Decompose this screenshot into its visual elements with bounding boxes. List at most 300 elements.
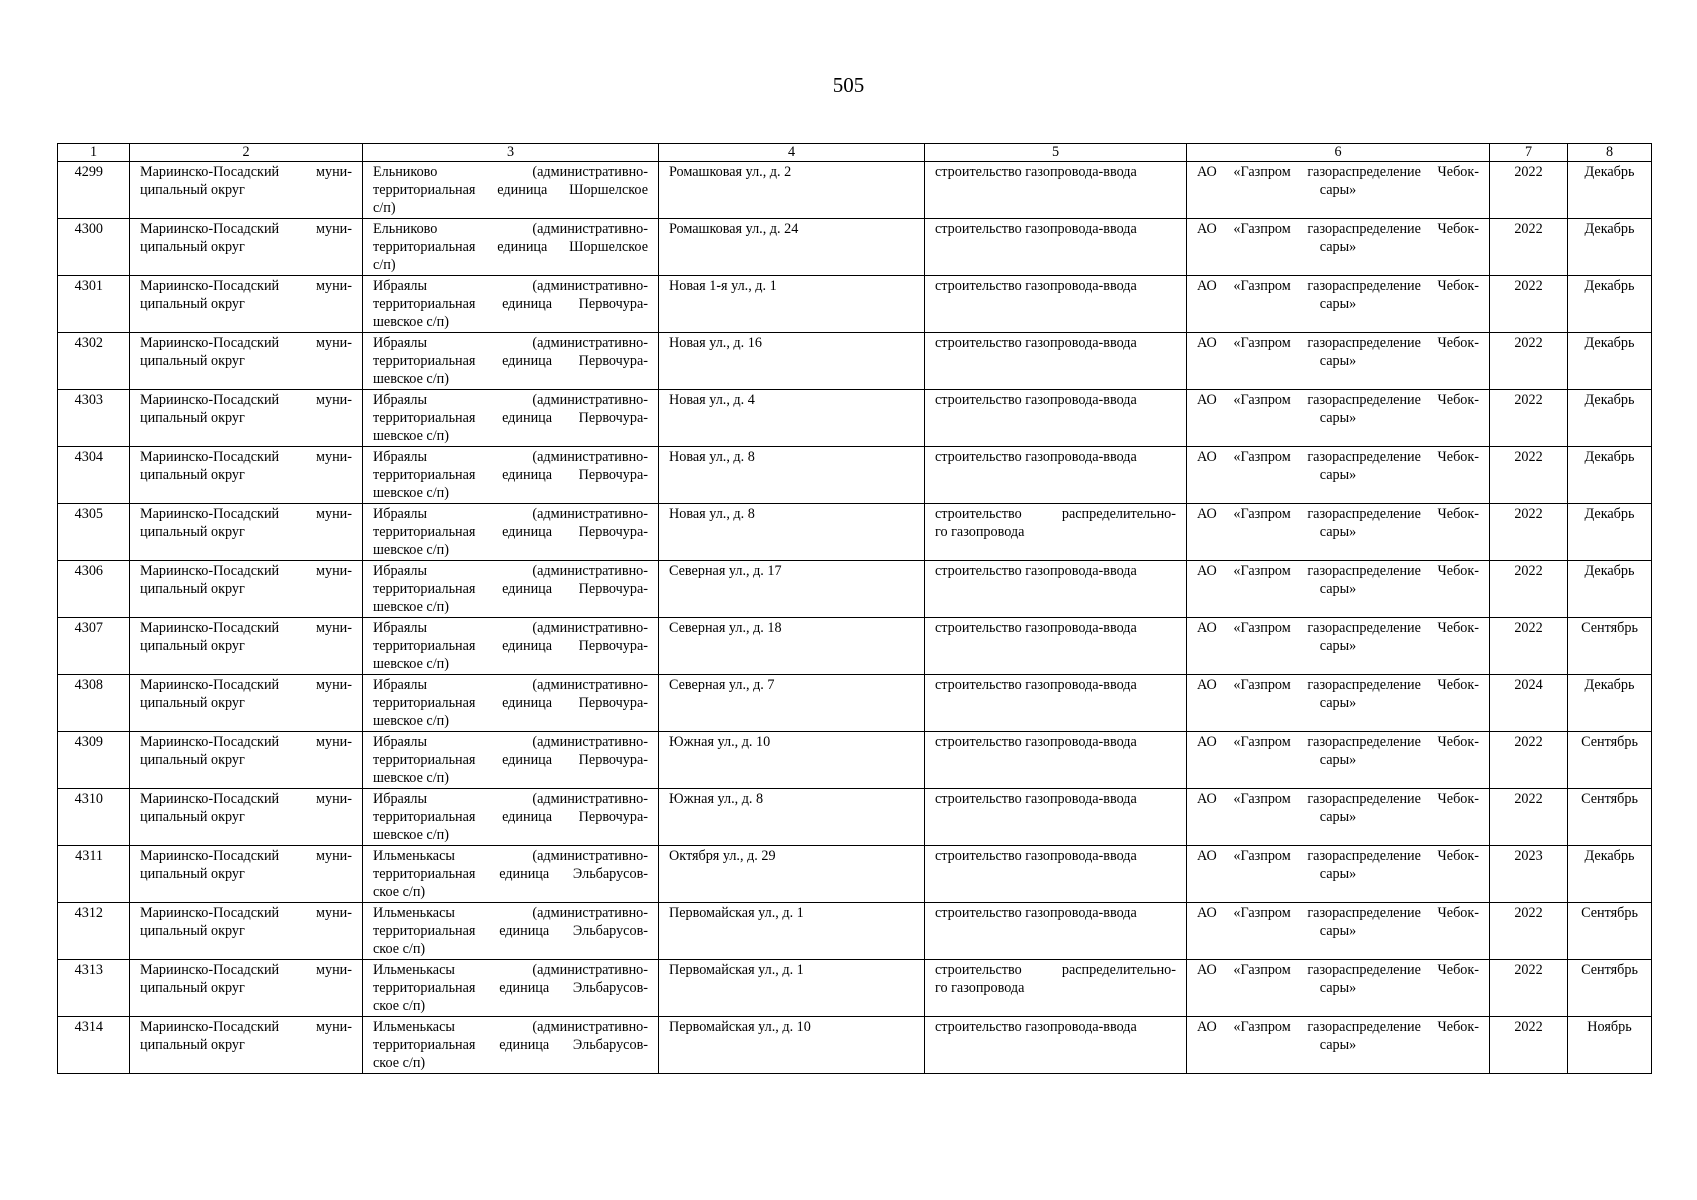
year-cell [1490,276,1568,333]
settlement-cell [363,390,659,447]
row-number: 4310 [74,791,103,807]
address: Новая 1-я ул., д. 1 [669,278,777,294]
settlement-line: Ельниково (административно- [373,164,648,180]
district-line: Мариинско-Посадский муни- [140,221,352,237]
row-number: 4311 [75,848,103,864]
settlement-line: шевское с/п) [373,314,449,330]
month: Декабрь [1584,221,1635,237]
district-line: Мариинско-Посадский муни- [140,677,352,693]
organization-cell [1187,333,1490,390]
header-col-1: 1 [58,144,130,162]
row-number: 4299 [74,164,103,180]
settlement-line: территориальная единица Первочура- [373,695,648,711]
work-type-cell [925,618,1187,675]
settlement-line: территориальная единица Эльбарусов- [373,923,648,939]
settlement-line: шевское с/п) [373,371,449,387]
address-cell [659,732,925,789]
district-cell [130,504,363,561]
address: Октября ул., д. 29 [669,848,776,864]
settlement-line: шевское с/п) [373,827,449,843]
settlement-cell [363,846,659,903]
settlement-line: Ильменькасы (административно- [373,848,648,864]
organization-line: сары» [1319,353,1357,369]
district-line: ципальный округ [140,866,245,882]
table-body [58,162,1652,1074]
settlement-cell [363,960,659,1017]
work-type-line: строительство газопровода-ввода [935,335,1137,351]
district-line: ципальный округ [140,752,245,768]
address: Северная ул., д. 17 [669,563,782,579]
address: Первомайская ул., д. 10 [669,1019,811,1035]
month-cell [1568,504,1652,561]
year: 2022 [1514,278,1543,294]
year: 2022 [1514,506,1543,522]
row-number: 4301 [74,278,103,294]
month: Ноябрь [1587,1019,1632,1035]
work-type-cell [925,789,1187,846]
settlement-line: шевское с/п) [373,713,449,729]
address-cell [659,504,925,561]
address-cell [659,162,925,219]
address-cell [659,447,925,504]
row-number-cell [58,618,130,675]
month: Декабрь [1584,278,1635,294]
organization-line: сары» [1319,980,1357,996]
row-number-cell [58,675,130,732]
address-cell [659,276,925,333]
row-number-cell [58,162,130,219]
organization-cell [1187,447,1490,504]
district-line: Мариинско-Посадский муни- [140,1019,352,1035]
work-type-cell [925,846,1187,903]
table-row [58,903,1652,960]
settlement-cell [363,162,659,219]
row-number-cell [58,276,130,333]
district-line: ципальный округ [140,239,245,255]
settlement-line: территориальная единица Первочура- [373,467,648,483]
organization-cell [1187,504,1490,561]
district-cell [130,1017,363,1074]
settlement-line: территориальная единица Первочура- [373,410,648,426]
district-cell [130,561,363,618]
settlement-line: Ибраялы (административно- [373,620,648,636]
work-type-cell [925,390,1187,447]
header-col-6: 6 [1187,144,1490,162]
district-cell [130,789,363,846]
organization-cell [1187,219,1490,276]
address-cell [659,960,925,1017]
month-cell [1568,789,1652,846]
work-type-line: строительство газопровода-ввода [935,620,1137,636]
year: 2022 [1514,905,1543,921]
organization-line: сары» [1319,809,1357,825]
row-number: 4307 [74,620,103,636]
organization-line: сары» [1319,695,1357,711]
year-cell [1490,447,1568,504]
work-type-cell [925,219,1187,276]
address-cell [659,561,925,618]
district-line: Мариинско-Посадский муни- [140,848,352,864]
address-cell [659,789,925,846]
organization-line: АО «Газпром газораспределение Чебок- [1197,392,1479,408]
work-type-cell [925,675,1187,732]
settlement-line: Ильменькасы (административно- [373,905,648,921]
work-type-cell [925,447,1187,504]
header-col-7: 7 [1490,144,1568,162]
year: 2022 [1514,791,1543,807]
settlement-line: с/п) [373,200,396,216]
organization-cell [1187,732,1490,789]
year: 2022 [1514,449,1543,465]
header-col-4: 4 [659,144,925,162]
settlement-cell [363,276,659,333]
settlement-line: Ибраялы (административно- [373,791,648,807]
year-cell [1490,1017,1568,1074]
organization-line: АО «Газпром газораспределение Чебок- [1197,677,1479,693]
work-type-line: строительство газопровода-ввода [935,392,1137,408]
settlement-line: Ибраялы (административно- [373,392,648,408]
organization-line: сары» [1319,923,1357,939]
work-type-line: строительство распределительно- [935,962,1176,978]
row-number-cell [58,789,130,846]
district-cell [130,219,363,276]
district-line: ципальный округ [140,410,245,426]
settlement-line: шевское с/п) [373,599,449,615]
month: Сентябрь [1581,734,1638,750]
work-type-line: строительство газопровода-ввода [935,221,1137,237]
month-cell [1568,447,1652,504]
settlement-line: территориальная единица Первочура- [373,809,648,825]
settlement-line: Ибраялы (административно- [373,335,648,351]
work-type-cell [925,504,1187,561]
row-number-cell [58,960,130,1017]
table-row [58,162,1652,219]
table-row [58,789,1652,846]
row-number-cell [58,333,130,390]
organization-line: АО «Газпром газораспределение Чебок- [1197,506,1479,522]
month-cell [1568,903,1652,960]
organization-line: АО «Газпром газораспределение Чебок- [1197,905,1479,921]
row-number: 4313 [74,962,103,978]
work-type-line: строительство газопровода-ввода [935,848,1137,864]
work-type-cell [925,333,1187,390]
district-line: Мариинско-Посадский муни- [140,335,352,351]
row-number: 4303 [74,392,103,408]
row-number: 4314 [74,1019,103,1035]
address: Северная ул., д. 18 [669,620,782,636]
address: Ромашковая ул., д. 24 [669,221,799,237]
district-line: Мариинско-Посадский муни- [140,506,352,522]
table-row [58,732,1652,789]
month-cell [1568,162,1652,219]
year-cell [1490,162,1568,219]
settlement-cell [363,675,659,732]
address-cell [659,618,925,675]
organization-line: АО «Газпром газораспределение Чебок- [1197,1019,1479,1035]
month: Декабрь [1584,335,1635,351]
work-type-line: строительство газопровода-ввода [935,734,1137,750]
month: Сентябрь [1581,791,1638,807]
district-line: Мариинско-Посадский муни- [140,449,352,465]
settlement-cell [363,1017,659,1074]
month: Декабрь [1584,677,1635,693]
district-line: ципальный округ [140,353,245,369]
settlement-cell [363,789,659,846]
settlement-line: территориальная единица Эльбарусов- [373,866,648,882]
table-row [58,504,1652,561]
work-type-cell [925,561,1187,618]
work-type-cell [925,162,1187,219]
month-cell [1568,732,1652,789]
organization-line: сары» [1319,638,1357,654]
settlement-line: Ибраялы (административно- [373,734,648,750]
year-cell [1490,618,1568,675]
row-number: 4308 [74,677,103,693]
settlement-line: Ибраялы (административно- [373,563,648,579]
row-number-cell [58,390,130,447]
settlement-line: территориальная единица Эльбарусов- [373,1037,648,1053]
header-row [58,144,1652,162]
organization-line: сары» [1319,410,1357,426]
organization-cell [1187,903,1490,960]
settlement-line: ское с/п) [373,941,426,957]
district-line: ципальный округ [140,296,245,312]
organization-line: сары» [1319,239,1357,255]
header-col-3: 3 [363,144,659,162]
district-line: Мариинско-Посадский муни- [140,392,352,408]
year: 2022 [1514,563,1543,579]
district-line: Мариинско-Посадский муни- [140,620,352,636]
row-number: 4306 [74,563,103,579]
organization-cell [1187,846,1490,903]
month-cell [1568,276,1652,333]
organization-line: АО «Газпром газораспределение Чебок- [1197,164,1479,180]
header-col-5: 5 [925,144,1187,162]
district-cell [130,618,363,675]
organization-line: АО «Газпром газораспределение Чебок- [1197,620,1479,636]
year: 2024 [1514,677,1543,693]
organization-line: сары» [1319,296,1357,312]
settlement-line: шевское с/п) [373,428,449,444]
header-col-2: 2 [130,144,363,162]
row-number-cell [58,219,130,276]
year: 2023 [1514,848,1543,864]
work-type-cell [925,1017,1187,1074]
month-cell [1568,618,1652,675]
settlement-line: шевское с/п) [373,542,449,558]
address: Ромашковая ул., д. 2 [669,164,792,180]
work-type-line: строительство газопровода-ввода [935,164,1137,180]
organization-cell [1187,162,1490,219]
settlement-line: территориальная единица Первочура- [373,752,648,768]
row-number-cell [58,846,130,903]
year: 2022 [1514,164,1543,180]
address: Южная ул., д. 8 [669,791,764,807]
year: 2022 [1514,1019,1543,1035]
district-line: ципальный округ [140,1037,245,1053]
district-cell [130,675,363,732]
work-type-line: го газопровода [935,980,1025,996]
month: Декабрь [1584,848,1635,864]
organization-line: сары» [1319,467,1357,483]
settlement-cell [363,618,659,675]
gasification-schedule-table [57,143,1652,1074]
settlement-line: территориальная единица Первочура- [373,638,648,654]
month: Сентябрь [1581,962,1638,978]
district-line: Мариинско-Посадский муни- [140,563,352,579]
month-cell [1568,846,1652,903]
year-cell [1490,789,1568,846]
organization-line: сары» [1319,1037,1357,1053]
district-line: ципальный округ [140,581,245,597]
address-cell [659,903,925,960]
address: Первомайская ул., д. 1 [669,905,804,921]
table-row [58,276,1652,333]
district-cell [130,333,363,390]
district-line: Мариинско-Посадский муни- [140,791,352,807]
table-row [58,960,1652,1017]
address: Новая ул., д. 8 [669,506,755,522]
month-cell [1568,561,1652,618]
row-number-cell [58,561,130,618]
settlement-line: Ильменькасы (административно- [373,1019,648,1035]
district-line: ципальный округ [140,809,245,825]
address: Южная ул., д. 10 [669,734,771,750]
organization-line: АО «Газпром газораспределение Чебок- [1197,221,1479,237]
year: 2022 [1514,392,1543,408]
organization-line: сары» [1319,182,1357,198]
organization-line: сары» [1319,524,1357,540]
settlement-line: шевское с/п) [373,770,449,786]
work-type-line: строительство распределительно- [935,506,1176,522]
settlement-cell [363,333,659,390]
year-cell [1490,903,1568,960]
settlement-line: территориальная единица Первочура- [373,524,648,540]
settlement-line: Ибраялы (административно- [373,449,648,465]
month-cell [1568,219,1652,276]
year-cell [1490,390,1568,447]
address-cell [659,675,925,732]
table-row [58,561,1652,618]
table-row [58,846,1652,903]
address-cell [659,219,925,276]
organization-cell [1187,675,1490,732]
settlement-cell [363,447,659,504]
settlement-line: Ибраялы (административно- [373,278,648,294]
settlement-cell [363,219,659,276]
address-cell [659,1017,925,1074]
table-row [58,390,1652,447]
district-line: Мариинско-Посадский муни- [140,734,352,750]
month: Декабрь [1584,449,1635,465]
year: 2022 [1514,221,1543,237]
year: 2022 [1514,335,1543,351]
organization-line: сары» [1319,866,1357,882]
district-cell [130,960,363,1017]
row-number: 4300 [74,221,103,237]
district-line: ципальный округ [140,467,245,483]
row-number-cell [58,447,130,504]
year-cell [1490,561,1568,618]
work-type-cell [925,732,1187,789]
district-cell [130,732,363,789]
organization-line: АО «Газпром газораспределение Чебок- [1197,449,1479,465]
district-line: Мариинско-Посадский муни- [140,905,352,921]
settlement-line: территориальная единица Первочура- [373,296,648,312]
address: Первомайская ул., д. 1 [669,962,804,978]
month: Сентябрь [1581,905,1638,921]
organization-line: АО «Газпром газораспределение Чебок- [1197,791,1479,807]
settlement-line: шевское с/п) [373,656,449,672]
row-number: 4304 [74,449,103,465]
month: Сентябрь [1581,620,1638,636]
organization-line: АО «Газпром газораспределение Чебок- [1197,734,1479,750]
settlement-cell [363,504,659,561]
work-type-cell [925,960,1187,1017]
work-type-line: строительство газопровода-ввода [935,278,1137,294]
table-row [58,219,1652,276]
month-cell [1568,1017,1652,1074]
settlement-line: территориальная единица Первочура- [373,353,648,369]
district-line: ципальный округ [140,638,245,654]
address: Северная ул., д. 7 [669,677,775,693]
table-row [58,447,1652,504]
address-cell [659,333,925,390]
district-cell [130,162,363,219]
year-cell [1490,960,1568,1017]
table-row [58,675,1652,732]
page-number: 505 [832,73,865,97]
district-cell [130,447,363,504]
settlement-line: территориальная единица Первочура- [373,581,648,597]
work-type-line: строительство газопровода-ввода [935,449,1137,465]
month-cell [1568,960,1652,1017]
district-cell [130,276,363,333]
work-type-line: строительство газопровода-ввода [935,563,1137,579]
work-type-cell [925,276,1187,333]
row-number-cell [58,732,130,789]
table-row [58,333,1652,390]
settlement-line: территориальная единица Шоршелское [373,239,648,255]
address-cell [659,846,925,903]
table-row [58,618,1652,675]
year: 2022 [1514,962,1543,978]
year: 2022 [1514,734,1543,750]
settlement-line: ское с/п) [373,1055,426,1071]
year-cell [1490,333,1568,390]
row-number: 4309 [74,734,103,750]
organization-cell [1187,789,1490,846]
settlement-cell [363,903,659,960]
address-cell [659,390,925,447]
settlement-line: с/п) [373,257,396,273]
organization-line: АО «Газпром газораспределение Чебок- [1197,848,1479,864]
settlement-cell [363,561,659,618]
row-number-cell [58,504,130,561]
organization-line: АО «Газпром газораспределение Чебок- [1197,962,1479,978]
settlement-line: ское с/п) [373,998,426,1014]
district-cell [130,903,363,960]
address: Новая ул., д. 8 [669,449,755,465]
settlement-line: Ибраялы (административно- [373,506,648,522]
row-number-cell [58,1017,130,1074]
table-row [58,1017,1652,1074]
district-line: ципальный округ [140,923,245,939]
district-line: ципальный округ [140,980,245,996]
district-line: Мариинско-Посадский муни- [140,278,352,294]
settlement-line: территориальная единица Эльбарусов- [373,980,648,996]
year: 2022 [1514,620,1543,636]
